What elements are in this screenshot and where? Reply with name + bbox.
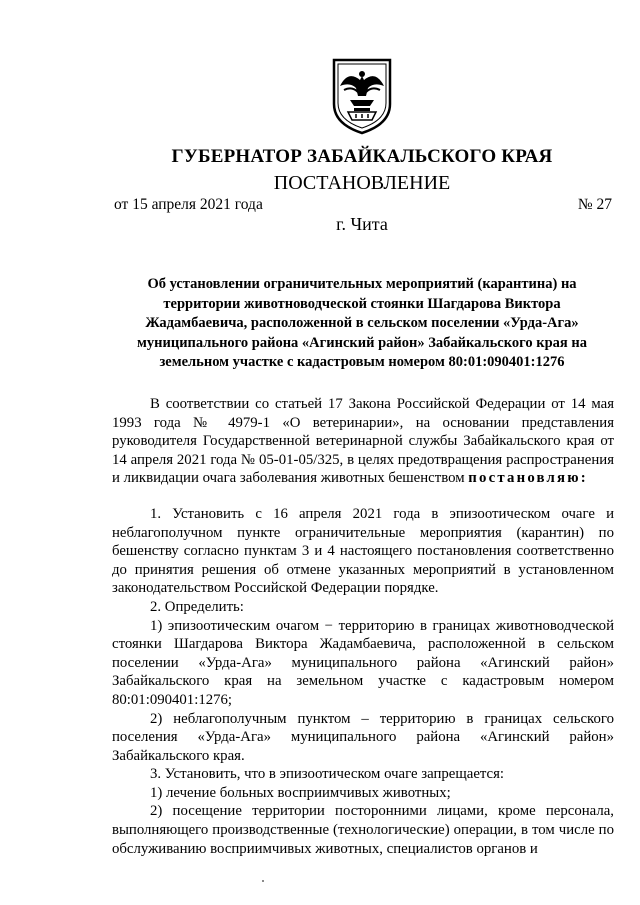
clause-1: 1. Установить с 16 апреля 2021 года в эпизоотическом очаге и неблагополучном пункте ограничительные мероприятия (карантин) по бешенству согласно пунктам 3 и 4 настоящего постановления соответственно до принятия решения об отмене указанных мероприятий в установленном законодательством Российской Федерации порядке.: [112, 505, 614, 597]
document-body: [112, 395, 614, 858]
clause-3-2: 2) посещение территории посторонними лицами, кроме персонала, выполняющего производственные (технологические) операции, в том числе по обслуживанию восприимчивых животных, специалистов органов и: [112, 803, 614, 857]
page-mark: [262, 880, 264, 882]
document-type: ПОСТАНОВЛЕНИЕ: [273, 172, 451, 194]
document-number: № 27: [577, 196, 612, 213]
preamble-paragraph: [112, 395, 614, 488]
clause-2-2: 2) неблагополучным пунктом – территорию в границах сельского поселения «Урда-Ага» муниципального района «Агинский район» Забайкальского края.: [112, 710, 614, 764]
clause-3-1: 1) лечение больных восприимчивых животных;: [150, 784, 451, 801]
document-title: Об установлении ограничительных мероприятий (карантина) на территории животноводческой стоянки Шагдарова Виктора Жадамбаевича, расположенной в сельском поселении «Урда-Ага» муниципального района «Агинский район» Забайкальского края на земельном участке с кадастровым номером 80:01:090401:1276: [137, 276, 587, 370]
clause-2-1: 1) эпизоотическим очагом − территорию в границах животноводческой стоянки Шагдарова Виктора Жадамбаевича, расположенной в сельском поселении «Урда-Ага» муниципального района «Агинский район» Забайкальского края на земельном участке с кадастровым номером 80:01:090401:1276;: [112, 617, 614, 708]
coat-of-arms-icon: [330, 56, 394, 136]
document-date: от 15 апреля 2021 года: [114, 196, 263, 213]
decree-word: постановляю:: [468, 470, 588, 487]
governor-heading: ГУБЕРНАТОР ЗАБАЙКАЛЬСКОГО КРАЯ: [171, 146, 553, 167]
document-city: г. Чита: [336, 214, 388, 234]
preamble-text: В соответствии со статьей 17 Закона Российской Федерации от 14 мая 1993 года № 4979-1 «О ветеринарии», на основании представления руководителя Государственной ветеринарной службы Забайкальского края от 14 апреля 2021 года № 05-01-05/325, в целях предотвращения распространения и ликвидации очага заболевания животных бешенством: [112, 396, 614, 487]
clause-3: 3. Установить, что в эпизоотическом очаге запрещается:: [150, 766, 505, 783]
clause-2: 2. Определить:: [150, 598, 244, 615]
